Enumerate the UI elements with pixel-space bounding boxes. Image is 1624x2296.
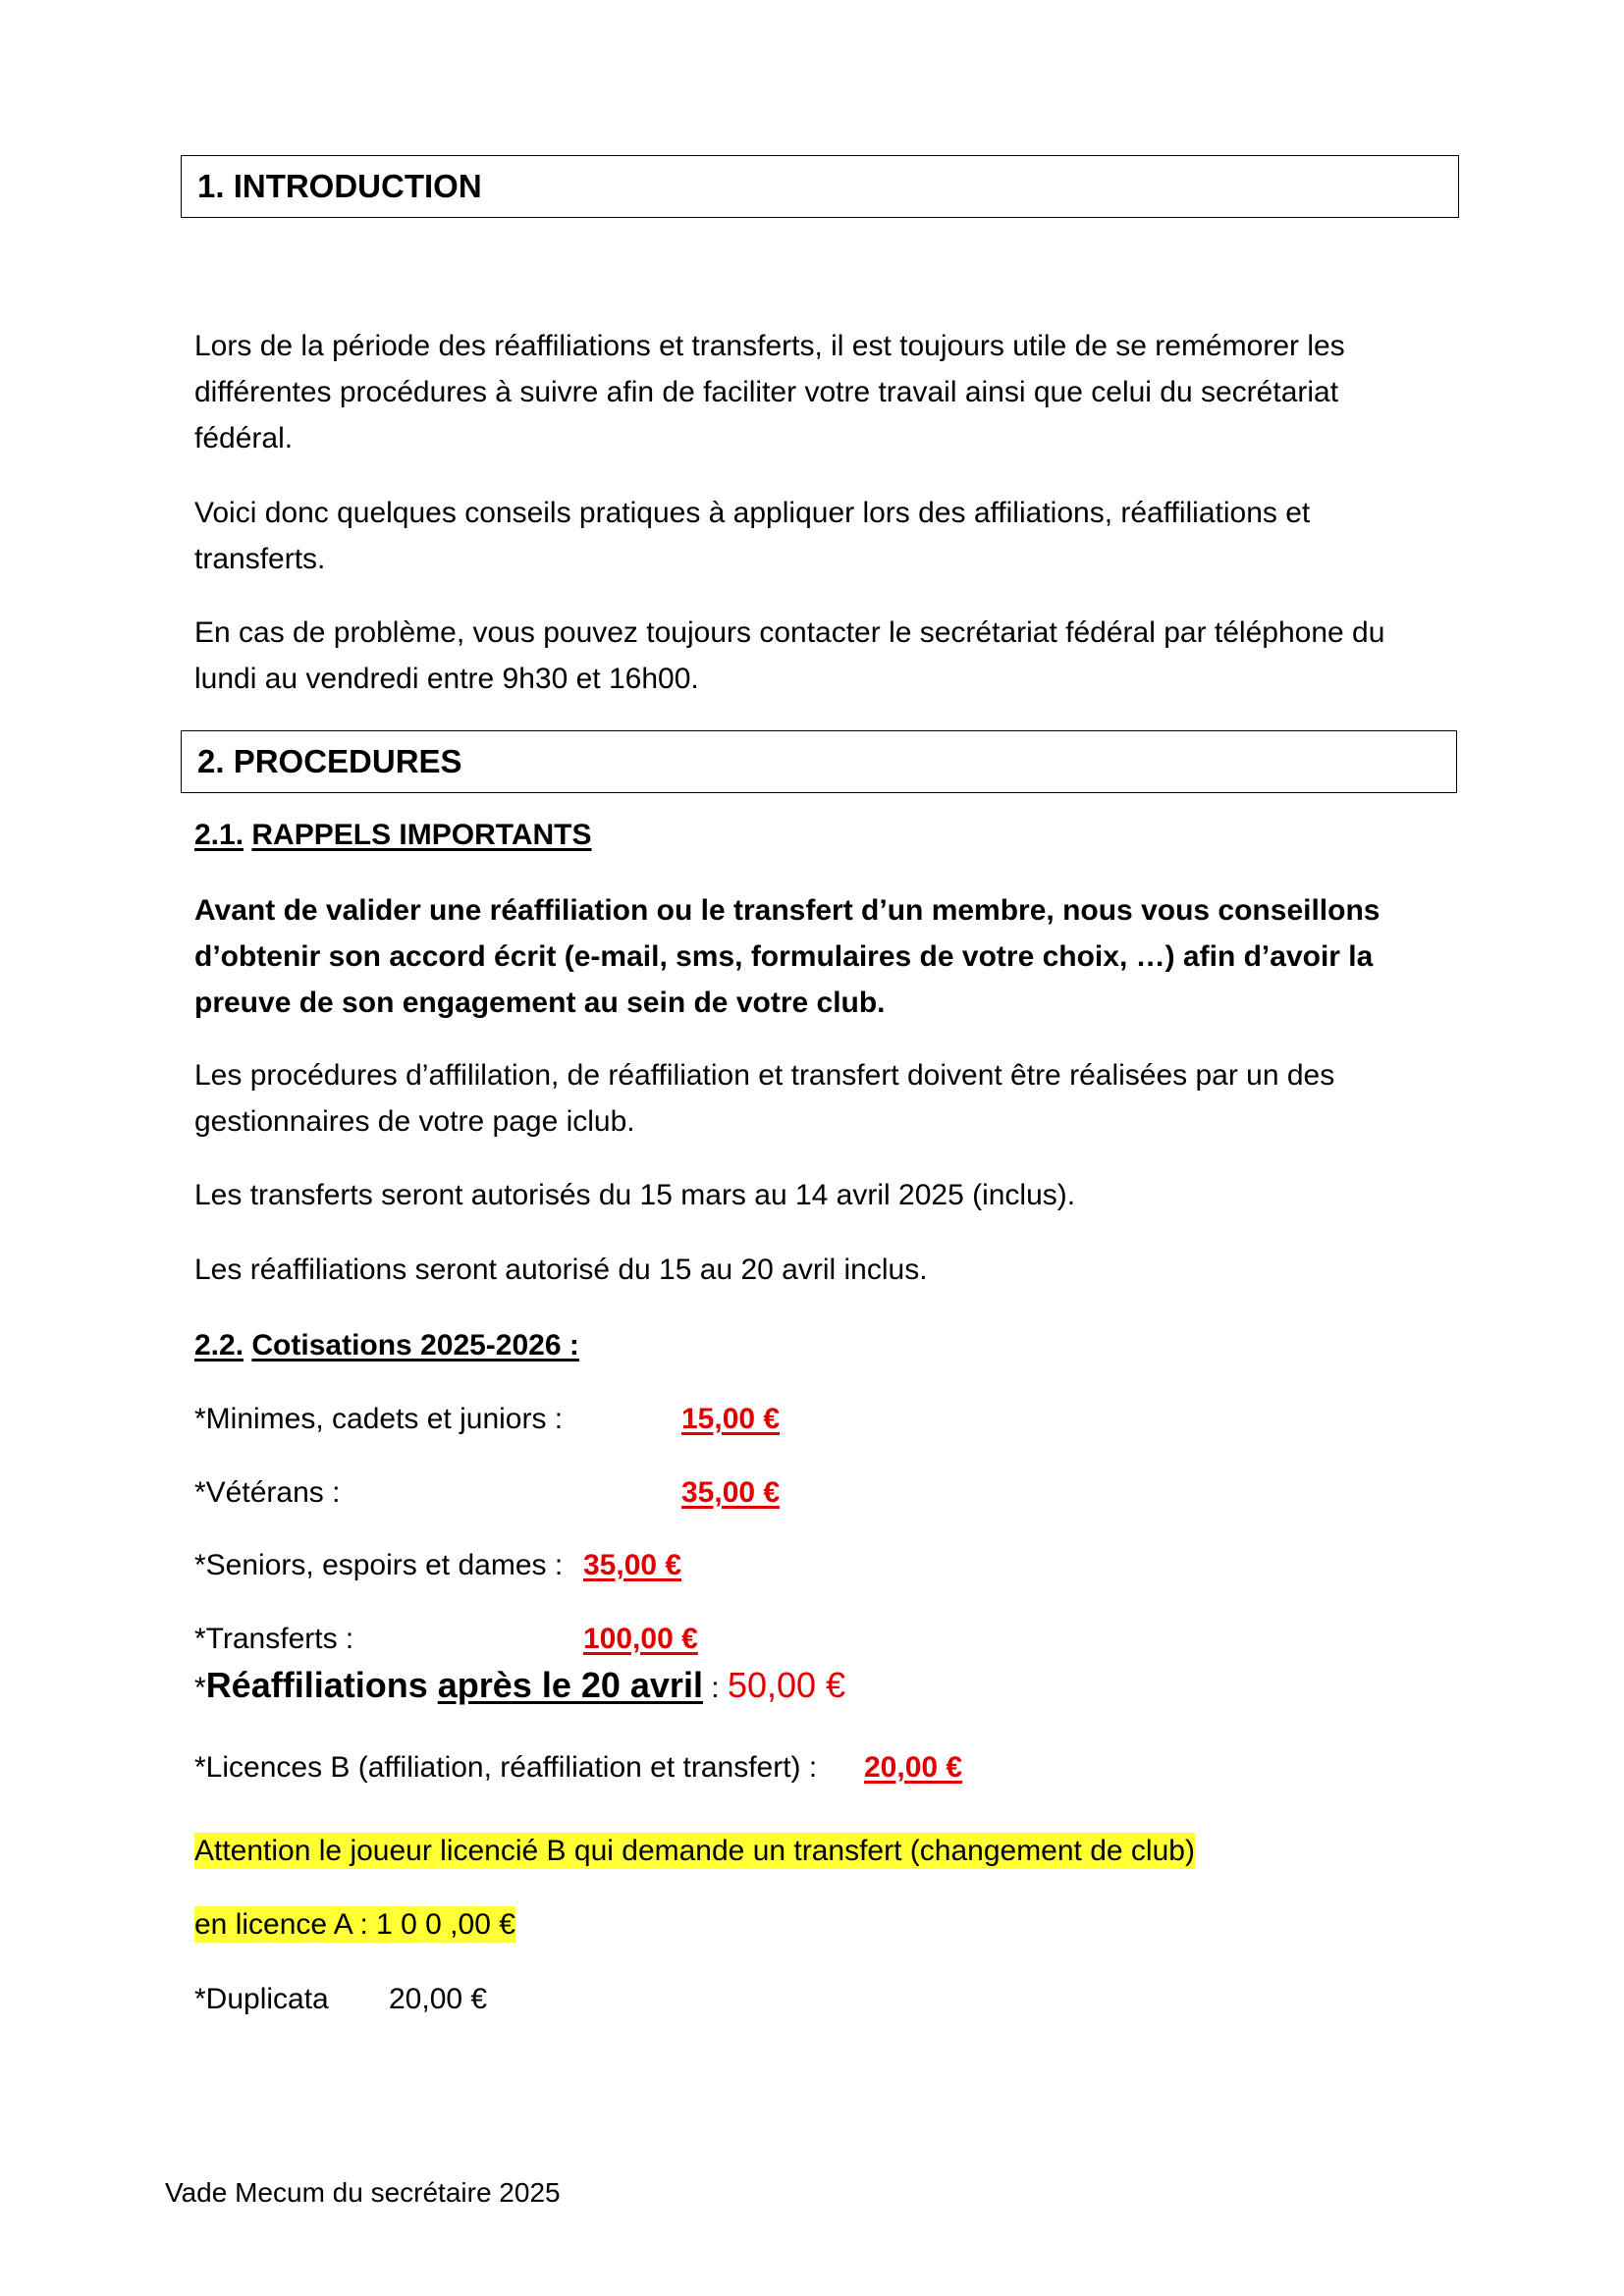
intro-p2-line1: Voici donc quelques conseils pratiques à appliquer lors des affiliations, réaffiliations et <box>194 497 1311 529</box>
fee-label-minimes: *Minimes, cadets et juniors : <box>194 1403 564 1435</box>
section-2-header <box>181 730 1457 793</box>
section-1-title: 1. INTRODUCTION <box>197 168 482 204</box>
procedures-paragraph <box>194 1052 1334 1145</box>
licence-b-warning-line1 <box>194 1835 1195 1868</box>
late-fee-date: après le 20 avril <box>437 1665 703 1705</box>
warning-text-2: en licence A : 1 0 0 ,00 € <box>194 1908 515 1941</box>
fee-label-seniors: *Seniors, espoirs et dames : <box>194 1549 564 1581</box>
late-fee-separator: : <box>702 1672 728 1704</box>
subsection-2-1-number: 2.1. <box>194 819 244 851</box>
duplicata-label: *Duplicata <box>194 1983 329 2015</box>
intro-p3-line2: lundi au vendredi entre 9h30 et 16h00. <box>194 663 699 695</box>
intro-paragraph-3 <box>194 610 1384 702</box>
important-notice <box>194 887 1380 1026</box>
subsection-2-2-number: 2.2. <box>194 1329 244 1362</box>
fee-label-veterans: *Vétérans : <box>194 1476 341 1509</box>
warning-text-1: Attention le joueur licencié B qui demande un transfert (changement de club) <box>194 1835 1195 1867</box>
licence-b-warning-line2 <box>194 1908 515 1942</box>
fee-price-veterans: 35,00 € <box>681 1476 781 1509</box>
reaffiliations-period: Les réaffiliations seront autorisé du 15 au 20 avril inclus. <box>194 1254 928 1286</box>
page-footer: Vade Mecum du secrétaire 2025 <box>165 2177 561 2208</box>
fee-price-transfers: 100,00 € <box>583 1623 698 1655</box>
late-fee-price: 50,00 € <box>727 1665 846 1705</box>
intro-p2-line2: transferts. <box>194 543 326 575</box>
fee-label-transfers: *Transferts : <box>194 1623 354 1655</box>
intro-paragraph-2 <box>194 490 1310 582</box>
licence-b-price: 20,00 € <box>864 1751 963 1784</box>
section-2-title: 2. PROCEDURES <box>197 743 462 779</box>
fee-price-minimes: 15,00 € <box>681 1403 781 1435</box>
intro-p1-line3: fédéral. <box>194 422 294 454</box>
late-fee-star: * <box>194 1672 206 1704</box>
intro-p1-line2: différentes procédures à suivre afin de faciliter votre travail ainsi que celui du secrétariat <box>194 376 1339 408</box>
procedures-line2: gestionnaires de votre page iclub. <box>194 1105 635 1138</box>
procedures-line1: Les procédures d’affililation, de réaffiliation et transfert doivent être réalisées par un des <box>194 1059 1335 1092</box>
transfers-period: Les transferts seront autorisés du 15 mars au 14 avril 2025 (inclus). <box>194 1179 1076 1211</box>
intro-paragraph-1 <box>194 323 1345 461</box>
fee-price-seniors: 35,00 € <box>583 1549 682 1581</box>
subsection-2-1-heading <box>194 819 592 852</box>
section-1-header <box>181 155 1459 218</box>
late-reaffiliation-fee <box>194 1665 845 1706</box>
notice-line1: Avant de valider une réaffiliation ou le transfert d’un membre, nous vous conseillons <box>194 894 1380 927</box>
subsection-2-1-title: RAPPELS IMPORTANTS <box>251 819 592 851</box>
duplicata-price: 20,00 € <box>389 1983 488 2015</box>
late-fee-label: Réaffiliations <box>205 1665 428 1705</box>
subsection-2-2-title: Cotisations 2025-2026 : <box>251 1329 579 1362</box>
notice-line3: preuve de son engagement au sein de votre club. <box>194 987 886 1019</box>
licence-b-label: *Licences B (affiliation, réaffiliation et transfert) : <box>194 1751 818 1784</box>
intro-p1-line1: Lors de la période des réaffiliations et transferts, il est toujours utile de se remémorer les <box>194 330 1345 362</box>
notice-line2: d’obtenir son accord écrit (e-mail, sms, formulaires de votre choix, …) afin d’avoir la <box>194 940 1374 973</box>
intro-p3-line1: En cas de problème, vous pouvez toujours contacter le secrétariat fédéral par téléphone du <box>194 616 1385 649</box>
subsection-2-2-heading <box>194 1329 579 1362</box>
